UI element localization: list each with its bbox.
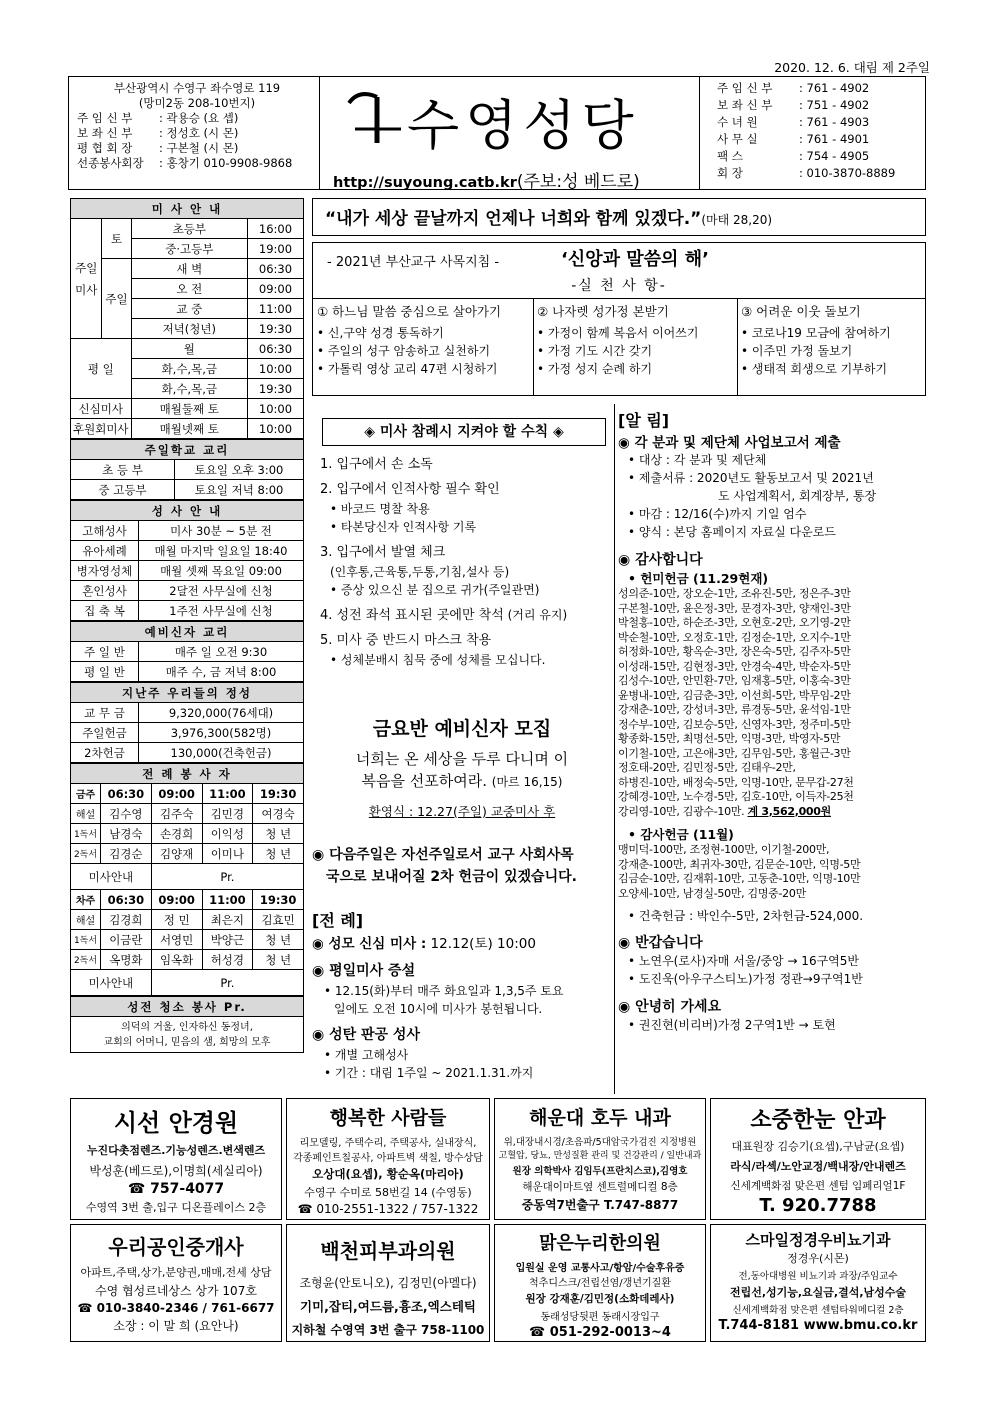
cleaning-lines <box>71 1017 304 1053</box>
ad-line: 기미,잡티,여드름,흉조,엑스테틱 <box>300 1299 476 1314</box>
table-cell: 초 등 부 <box>71 460 175 480</box>
table-cell: 19:30 <box>253 890 304 910</box>
liturgy-line: 일에도 오전 10시에 미사가 봉헌됩니다. <box>334 1002 543 1016</box>
divider <box>533 299 534 395</box>
ad-line: 전,동아대병원 비뇨기과 과장/주임교수 <box>738 1271 898 1282</box>
donation-line: 허정화-10만, 황옥순-3만, 장은숙-5만, 김주자-5만 <box>618 645 851 658</box>
ad-line: 수영역 3번 출,입구 디온플레이스 2층 <box>85 1201 267 1214</box>
sunday-side-label: 주일미사 <box>71 219 102 339</box>
table-cell: 혼인성사 <box>71 581 139 601</box>
liturgy-item-3-lines <box>324 1046 533 1082</box>
pastoral-box <box>312 242 926 396</box>
table-cell: 임옥화 <box>151 950 202 970</box>
donation-title: • 헌미헌금 (11.29현재) <box>628 571 769 586</box>
table-cell: 최은지 <box>202 910 253 930</box>
recruit-welcome: 환영식 : 12.27(주일) 교중미사 후 <box>368 804 556 819</box>
mass-cell: 19:00 <box>248 239 304 259</box>
thanks2-line: 강재춘-100만, 최귀자-30만, 김문순-10만, 익명-5만 <box>618 857 861 871</box>
table-cell: 매월 셋째 목요일 09:00 <box>139 561 304 581</box>
mass-cell: 19:30 <box>248 319 304 339</box>
thanks-title: ◉ 감사합니다 <box>618 552 703 568</box>
table-cell: 김효민 <box>253 910 304 930</box>
table-cell: 김민경 <box>202 804 253 824</box>
staff-row: 선종봉사회장 : 홍창기 010-9908-9868 <box>77 156 293 170</box>
welcome-title: ◉ 반갑습니다 <box>618 935 703 951</box>
servers-title: 전 례 봉 사 자 <box>71 764 304 784</box>
mass-cell: 06:30 <box>248 339 304 359</box>
contact-row: 보 좌 신 부 : 751 - 4902 <box>717 98 870 112</box>
mass-cell: 16:00 <box>248 219 304 239</box>
column-divider <box>614 404 615 1094</box>
ad-line: 정경우(시몬) <box>787 1252 849 1265</box>
issue-date: 2020. 12. 6. 대림 제 2주일 <box>774 60 930 75</box>
table-cell: 남경숙 <box>101 824 152 844</box>
pastoral-prefix: - 2021년 부산교구 사목지침 - <box>327 255 500 270</box>
rule-sub: • 타본당신자 인적사항 기록 <box>330 520 477 534</box>
ad-line: 각종페인트칠공사, 아파트벽 색칠, 방수상담 <box>293 1153 483 1164</box>
ad-line: 신세계백화점 맞은편 센텀 임페리얼1F <box>730 1180 906 1192</box>
table-cell: 매월 마지막 일요일 18:40 <box>139 541 304 561</box>
mass-cell: 월 <box>131 339 247 359</box>
ad-line: 전립선,성기능,요실금,결석,남성수술 <box>729 1286 907 1299</box>
table-cell: 김수영 <box>101 804 152 824</box>
cleaning-table <box>70 996 304 1053</box>
table-cell: 토요일 오후 3:00 <box>175 460 304 480</box>
ad-line: 리모델링, 주택수리, 주택공사, 실내장식, <box>299 1138 477 1149</box>
practice-item: • 이주민 가정 돌보기 <box>741 344 853 358</box>
table-cell: 김주숙 <box>151 804 202 824</box>
ad-line: 고혈압, 당뇨, 만성질환 관리 및 건강관리 / 일반내과 <box>498 1151 702 1161</box>
report-line: • 양식 : 본당 홈페이지 자료실 다운로드 <box>628 525 836 539</box>
rule-sub: (인후통,근육통,두통,기침,설사 등) <box>330 565 510 579</box>
logo-text: 수영성당 <box>407 94 640 157</box>
mass-cell: 신심미사 <box>71 399 132 419</box>
rule-item: 4. 성전 좌석 표시된 곳에만 착석 (거리 유지) <box>320 608 568 623</box>
ad-oriental-clinic <box>494 1224 706 1342</box>
donation-line: 이기철-10만, 고은애-3만, 김무임-5만, 홍월근-3만 <box>618 746 851 760</box>
ad-eye-clinic <box>710 1098 926 1220</box>
mass-cell: 매월둘째 토 <box>131 399 247 419</box>
table-cell: 고해성사 <box>71 521 139 541</box>
next-sunday-notice <box>312 844 612 888</box>
table-cell: 이익성 <box>202 824 253 844</box>
rule-item: 5. 미사 중 반드시 마스크 착용 <box>320 633 492 648</box>
liturgy-item-2-lines <box>324 982 564 1018</box>
verse-line: 너희는 온 세상을 두루 다니며 이 <box>355 750 569 768</box>
mass-cell: 10:00 <box>248 419 304 439</box>
table-cell: 해설 <box>71 804 101 824</box>
mass-cell: 19:30 <box>248 379 304 399</box>
liturgy-title: [전 례] <box>312 911 364 930</box>
welcome-line: • 노연우(로사)자매 서울/중앙 → 16구역5반 <box>628 954 859 968</box>
table-cell: 금주 <box>71 784 101 804</box>
address-line-2: (망미2동 208-10번지) <box>138 96 256 110</box>
ad-urology <box>710 1224 926 1342</box>
table-cell: 이금란 <box>101 930 152 950</box>
table-cell: 130,000(건축헌금) <box>139 743 304 763</box>
practice-item: • 신,구약 성경 통독하기 <box>317 326 444 340</box>
table-cell: 손경희 <box>151 824 202 844</box>
donation-line: 강리영-10만, 김광수-10만. 계 3,562,000원 <box>618 804 831 818</box>
staff-row: 주 임 신 부 : 곽용승 (요 셉) <box>77 111 239 125</box>
ad-line: ☎ 051-292-0013~4 <box>529 1325 671 1340</box>
recruit-title: 금요반 예비신자 모집 <box>372 718 552 740</box>
donation-line: 황종화-15만, 최명선-5만, 익명-3만, 박영자-5만 <box>618 732 841 745</box>
thanks2-line: 김금순-10만, 김재휘-10만, 고동춘-10만, 익명-10만 <box>618 872 861 885</box>
ad-line: 원장 강재훈/김민정(소화데레사) <box>525 1293 675 1305</box>
table-cell: 09:00 <box>151 784 202 804</box>
table-cell: 유아세례 <box>71 541 139 561</box>
donation-line: 박순철-10만, 오정호-1만, 김정순-1만, 오지수-1만 <box>618 630 851 644</box>
mass-cell: 09:00 <box>248 279 304 299</box>
divider <box>737 299 738 395</box>
liturgy-line: • 12.15(화)부터 매주 화요일과 1,3,5주 토요 <box>324 984 564 998</box>
table-cell: 11:00 <box>202 890 253 910</box>
practice-title-2: ② 나자렛 성가정 본받기 <box>537 304 669 319</box>
table-cell: 청 년 <box>253 950 304 970</box>
table-cell: 옥명화 <box>101 950 152 970</box>
ad-line: ☎ 010-2551-1322 / 757-1322 <box>297 1202 479 1216</box>
welcome-line: • 도진욱(아우구스티노)가정 정관→9구역1반 <box>628 972 863 986</box>
table-cell: 서영민 <box>151 930 202 950</box>
table-cell: 1독서 <box>71 824 101 844</box>
building-fund: • 건축헌금 : 박인수-5만, 2차헌금-524,000. <box>628 909 864 923</box>
ad-title: 백천피부과의원 <box>320 1239 456 1263</box>
ad-line: 위,대장내시경/초음파/5대암국가검진 지정병원 <box>503 1137 697 1148</box>
table-cell: 2독서 <box>71 950 101 970</box>
ad-line: T.744-8181 www.bmu.co.kr <box>718 1318 918 1333</box>
mass-cell: 11:00 <box>248 299 304 319</box>
table-cell: 3,976,300(582명) <box>139 723 304 743</box>
rules-list <box>320 454 567 669</box>
bye-title: ◉ 안녕히 가세요 <box>618 999 722 1015</box>
donation-list <box>618 587 928 819</box>
table-cell: 김경희 <box>101 910 152 930</box>
table-cell: 19:30 <box>253 784 304 804</box>
rule-sub: • 증상 있으신 분 집으로 귀가(주일관면) <box>330 583 540 597</box>
contact-row: 수 녀 원 : 761 - 4903 <box>717 115 870 129</box>
ad-interior <box>286 1098 490 1220</box>
mass-cell: 새 벽 <box>131 259 247 279</box>
cleaning-line: 의덕의 거울, 인자하신 동정녀, <box>121 1021 253 1033</box>
table-cell: Pr. <box>151 970 303 996</box>
ad-clinic <box>494 1098 706 1220</box>
quote-box <box>312 198 926 236</box>
quote-ref: (마태 28,20) <box>701 213 773 227</box>
offering-title: 지난주 우리들의 정성 <box>71 683 304 703</box>
church-logo-icon <box>341 81 411 161</box>
logo <box>341 81 701 161</box>
sunday-school-title: 주일학교 교리 <box>71 440 304 460</box>
pastoral-head <box>313 243 925 299</box>
table-cell: 매주 일 오전 9:30 <box>139 642 304 662</box>
mass-cell: 교 중 <box>131 299 247 319</box>
table-cell: 여경숙 <box>253 804 304 824</box>
table-cell: 미사 30분 ~ 5분 전 <box>139 521 304 541</box>
table-cell: 2독서 <box>71 844 101 864</box>
mass-cell: 저녁(청년) <box>131 319 247 339</box>
donation-line: 박철홍-10만, 하순조-3만, 오현호-2만, 오기영-2만 <box>618 616 851 629</box>
ad-title: 소중한눈 안과 <box>750 1108 886 1133</box>
staff-row: 평 협 회 장 : 구본철 (시 몬) <box>77 141 239 155</box>
table-cell: 매주 수, 금 저녁 8:00 <box>139 662 304 682</box>
ad-title: 스마일정경우비뇨기과 <box>745 1231 891 1249</box>
sunday-school-table <box>70 439 304 500</box>
mass-cell: 화,수,목,금 <box>131 379 247 399</box>
ad-line: 신세계백화점 맞은편 센텀타워메디컬 2층 <box>732 1305 904 1316</box>
rules-title: ◈ 미사 참례시 지켜야 할 수칙 ◈ <box>322 418 606 446</box>
ad-line: 해운대이마트옆 센트럴메디컬 8층 <box>522 1181 678 1193</box>
ad-line: 수영구 수미로 58번길 14 (수영동) <box>304 1186 472 1199</box>
ad-line: 동래성당뒷편 동래시장입구 <box>540 1312 660 1323</box>
practice-title-3: ③ 어려운 이웃 돌보기 <box>741 304 861 319</box>
donation-line: 정수부-10만, 김보승-5만, 신영자-3만, 정주미-5만 <box>618 717 851 731</box>
sun-label: 주일 <box>102 259 131 339</box>
practice-item: • 가정 기도 시간 갖기 <box>537 344 653 358</box>
table-cell: 1독서 <box>71 930 101 950</box>
donation-line: 하병진-10만, 배정숙-5만, 익명-10만, 문무갑-27천 <box>618 775 854 789</box>
donation-line: 강혜경-10만, 노수경-5만, 김호-10만, 이득자-25천 <box>618 790 854 803</box>
donation-line: 구본철-10만, 윤은정-3만, 문경자-3만, 양재인-3만 <box>618 601 851 615</box>
practice-item: • 가정이 함께 복음서 이어쓰기 <box>537 326 699 340</box>
sacrament-title: 성 사 안 내 <box>71 501 304 521</box>
ad-title: 시선 안경원 <box>113 1109 239 1137</box>
rule-sub: • 성체분배시 침묵 중에 성체를 모십니다. <box>330 653 546 667</box>
report-title: ◉ 각 분과 및 제단체 사업보고서 제출 <box>618 435 841 451</box>
header-left <box>77 81 317 171</box>
ad-line: 척추디스크/전립선염/갱년기질환 <box>529 1278 671 1289</box>
table-cell: 06:30 <box>101 890 152 910</box>
ad-title: 맑은누리한의원 <box>539 1233 661 1254</box>
liturgy-item-3: ◉ 성탄 판공 성사 <box>312 1027 420 1043</box>
table-cell: 미사안내 <box>71 970 152 996</box>
report-line: • 대상 : 각 분과 및 제단체 <box>628 453 767 467</box>
practice-item: • 가톨릭 영상 교리 47편 시청하기 <box>317 362 498 376</box>
quote-text: “내가 세상 끝날까지 언제나 너희와 함께 있겠다.” <box>325 209 702 229</box>
rule-item: 2. 입구에서 인적사항 필수 확인 <box>320 482 500 497</box>
recruit-verse <box>312 748 612 793</box>
donation-line: 이성래-15만, 김현정-3만, 안경숙-4만, 박순자-5만 <box>618 659 851 673</box>
practice-column <box>741 303 925 378</box>
ad-title: 행복한 사람들 <box>329 1107 447 1129</box>
table-cell: 병자영성체 <box>71 561 139 581</box>
divider <box>319 77 320 189</box>
contact-row: 회 장 : 010-3870-8889 <box>717 166 896 180</box>
table-cell: Pr. <box>151 864 303 890</box>
practice-title: -실 천 사 항- <box>571 278 667 294</box>
mass-cell: 10:00 <box>248 359 304 379</box>
ad-line: 소장 : 이 말 희 (요안나) <box>113 1319 239 1333</box>
offering-table <box>70 682 304 763</box>
weekday-label: 평 일 <box>71 339 132 399</box>
ad-line: 누진다촛점렌즈.기능성렌즈.변색렌즈 <box>86 1144 266 1157</box>
ad-line: ☎ 010-3840-2346 / 761-6677 <box>77 1301 275 1315</box>
donation-total: 계 3,562,000원 <box>747 804 831 818</box>
donation-line: 윤병내-10만, 김금춘-3만, 이선희-5만, 박무임-2만 <box>618 688 851 702</box>
donation-line: 강재춘-10만, 강성녀-3만, 류경동-5만, 윤석임-1만 <box>618 703 851 716</box>
practice-item: • 주일의 성구 암송하고 실천하기 <box>317 344 491 358</box>
verse-line: 복음을 선포하여라. (마르 16,15) <box>361 772 563 790</box>
table-cell: 김양재 <box>151 844 202 864</box>
rule-sub: • 바코드 명찰 착용 <box>330 502 430 516</box>
table-cell: 2달전 사무실에 신청 <box>139 581 304 601</box>
divider <box>699 77 700 189</box>
cleaning-line: 교회의 어머니, 믿음의 샘, 희망의 모후 <box>103 1036 271 1048</box>
table-cell: 평 일 반 <box>71 662 139 682</box>
ad-title: 우리공인중개사 <box>108 1235 244 1259</box>
ad-realty <box>70 1224 282 1342</box>
contact-row: 팩 스 : 754 - 4905 <box>717 149 870 163</box>
ad-optician <box>70 1098 282 1220</box>
report-lines <box>618 451 928 541</box>
practice-item: • 코로나19 모금에 참여하기 <box>741 326 891 340</box>
servers-table <box>70 763 304 996</box>
ad-line: 지하철 수영역 3번 출구 758-1100 <box>291 1323 485 1337</box>
ad-line: 중동역7번출구 T.747-8877 <box>521 1198 679 1212</box>
ad-line: 조형윤(안토니오), 김정민(아멜다) <box>299 1276 477 1290</box>
table-cell: 2차헌금 <box>71 743 139 763</box>
table-cell: 청 년 <box>253 930 304 950</box>
bye-line: • 권진현(비리버)가정 2구역1반 → 토현 <box>628 1018 836 1032</box>
table-cell: 허성경 <box>202 950 253 970</box>
header <box>68 76 926 190</box>
table-cell: 김경순 <box>101 844 152 864</box>
catechumen-table <box>70 621 304 682</box>
table-cell: 06:30 <box>101 784 152 804</box>
donation-line: 정호태-20만, 김민정-5만, 김태우-2만, <box>618 761 796 774</box>
catechumen-title: 예비신자 교리 <box>71 622 304 642</box>
table-cell: 정 민 <box>151 910 202 930</box>
cleaning-title: 성전 청소 봉사 Pr. <box>71 997 304 1017</box>
liturgy-item-2: ◉ 평일미사 증설 <box>312 963 416 979</box>
table-cell: 청 년 <box>253 844 304 864</box>
table-cell: 09:00 <box>151 890 202 910</box>
mass-cell: 화,수,목,금 <box>131 359 247 379</box>
donation-line: 성의준-10만, 장오순-1만, 조유진-5만, 정은주-3만 <box>618 587 851 600</box>
ad-line: ☎ 757-4077 <box>127 1181 225 1197</box>
mass-cell: 매월넷째 토 <box>131 419 247 439</box>
table-cell: 교 무 금 <box>71 703 139 723</box>
table-cell: 1주전 사무실에 신청 <box>139 601 304 621</box>
practice-title-1: ① 하느님 말씀 중심으로 살아가기 <box>317 304 502 319</box>
website-link[interactable]: http://suyoung.catb.kr <box>333 175 517 191</box>
contact-row: 사 무 실 : 761 - 4901 <box>717 132 870 146</box>
patron: (주보:성 베드로) <box>516 172 640 192</box>
report-line: 도 사업계획서, 회계장부, 통장 <box>718 489 877 503</box>
thanks2-line: 오양세-10만, 남경실-50만, 김명중-20만 <box>618 886 806 900</box>
notice-line: 국으로 보내어질 2차 헌금이 있겠습니다. <box>326 869 577 885</box>
ad-line: 박성훈(베드로),이명희(세실리아) <box>89 1164 263 1178</box>
liturgy-line: • 개별 고해성사 <box>324 1048 409 1062</box>
ad-line: 아파트,주택,상가,분양권,매매,전세 상담 <box>80 1266 272 1279</box>
staff-row: 보 좌 신 부 : 정성호 (시 몬) <box>77 126 239 140</box>
ad-line: 입원실 운영 교통사고/항암/수술후유증 <box>515 1263 685 1274</box>
practice-column <box>537 303 737 378</box>
welcome-lines <box>618 952 928 988</box>
table-cell: 주일헌금 <box>71 723 139 743</box>
right-column <box>618 408 928 1094</box>
practice-item: • 생태적 회생으로 기부하기 <box>741 362 888 376</box>
ad-line: T. 920.7788 <box>759 1195 877 1216</box>
table-cell: 주 일 반 <box>71 642 139 662</box>
table-cell: 차주 <box>71 890 101 910</box>
liturgy-line: • 기간 : 대림 1주일 ~ 2021.1.31.까지 <box>324 1066 534 1080</box>
ad-line: 원장 의학박사 김임두(프란치스코),김영호 <box>512 1166 688 1177</box>
thanks2-list <box>618 843 928 901</box>
rule-item: 3. 입구에서 발열 체크 <box>320 545 446 560</box>
mass-title: 미 사 안 내 <box>71 199 304 219</box>
table-cell: 11:00 <box>202 784 253 804</box>
mass-cell: 초등부 <box>131 219 247 239</box>
ad-line: 라식/라섹/노안교정/백내장/안내렌즈 <box>730 1160 906 1173</box>
mass-table <box>70 198 304 439</box>
donation-line: 김성수-10만, 안민환-7만, 임재홍-5만, 이홍숙-3만 <box>618 674 851 687</box>
table-cell: 청 년 <box>253 824 304 844</box>
pastoral-theme: ‘신앙과 말씀의 해’ <box>561 249 709 270</box>
table-cell: 이미나 <box>202 844 253 864</box>
mass-cell: 10:00 <box>248 399 304 419</box>
header-contacts <box>717 81 895 181</box>
bye-lines <box>618 1016 928 1034</box>
mass-cell: 06:30 <box>248 259 304 279</box>
liturgy-item-1: ◉ 성모 신심 미사 : 12.12(토) 10:00 <box>312 936 536 952</box>
website-line <box>333 167 640 192</box>
ad-title: 해운대 호두 내과 <box>529 1107 671 1129</box>
table-cell: 중 고등부 <box>71 480 175 500</box>
table-cell: 집 축 복 <box>71 601 139 621</box>
notice-title: [알 림] <box>618 411 670 430</box>
address-line-1: 부산광역시 수영구 좌수영로 119 <box>113 81 281 95</box>
left-column <box>70 198 304 1053</box>
table-cell: 미사안내 <box>71 864 152 890</box>
notice-line: ◉ 다음주일은 자선주일로서 교구 사회사목 <box>312 847 574 863</box>
mass-cell: 후원회미사 <box>71 419 132 439</box>
report-line: • 제출서류 : 2020년도 활동보고서 및 2021년 <box>628 471 874 485</box>
mass-cell: 오 전 <box>131 279 247 299</box>
table-cell: 해설 <box>71 910 101 930</box>
practice-column <box>313 303 533 378</box>
table-cell: 토요일 저녁 8:00 <box>175 480 304 500</box>
ad-dermatology <box>286 1224 490 1342</box>
rule-item: 1. 입구에서 손 소독 <box>320 457 433 472</box>
contact-row: 주 임 신 부 : 761 - 4902 <box>717 81 870 95</box>
thanks2-title: • 감사헌금 (11월) <box>628 827 734 842</box>
thanks2-line: 맹미덕-100만, 조정현-100만, 이기철-200만, <box>618 843 830 856</box>
practice-item: • 가정 성지 순례 하기 <box>537 362 653 376</box>
sacrament-table <box>70 500 304 621</box>
ad-line: 대표원장 김승기(요셉),구남균(요셉) <box>731 1140 905 1153</box>
table-cell: 9,320,000(76세대) <box>139 703 304 723</box>
sat-label: 토 <box>102 219 131 259</box>
report-line: • 마감 : 12/16(수)까지 기일 엄수 <box>628 507 807 521</box>
mass-cell: 중·고등부 <box>131 239 247 259</box>
middle-column <box>312 404 612 1094</box>
ad-line: 오상대(요셉), 황순옥(마리아) <box>312 1167 464 1181</box>
table-cell: 박양근 <box>202 930 253 950</box>
ad-line: 수영 협성르네상스 상가 107호 <box>95 1284 257 1298</box>
